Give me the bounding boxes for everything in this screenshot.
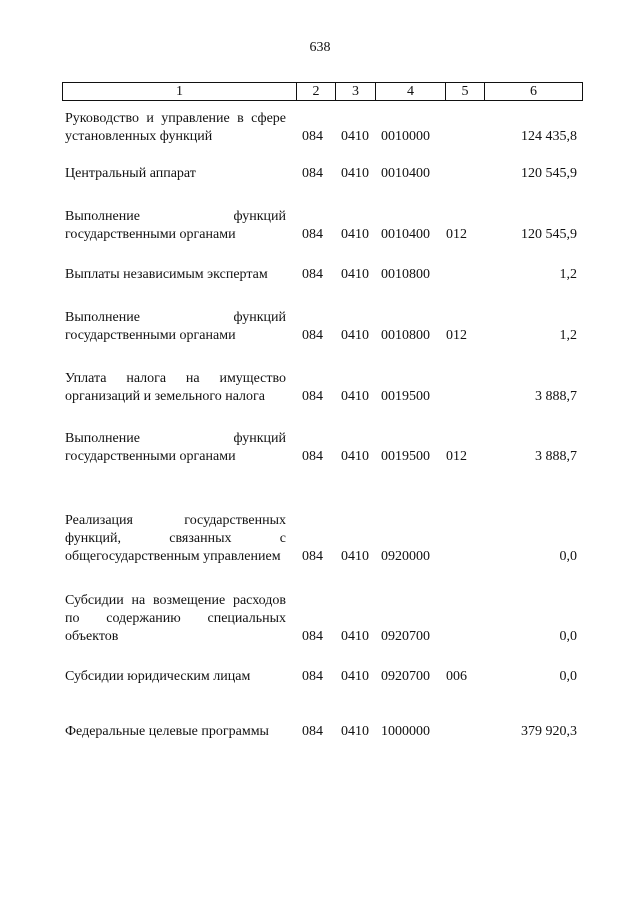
table-row (62, 592, 583, 646)
row-col-2: 084 (302, 389, 323, 404)
row-col-6: 3 888,7 (535, 449, 577, 464)
row-col-3: 0410 (341, 549, 369, 564)
row-col-2: 084 (302, 129, 323, 144)
row-col-2: 084 (302, 328, 323, 343)
row-name: Выполнение функций государственными органами (65, 209, 286, 242)
row-name: Субсидии на возмещение расходов по содержанию специальных объектов (65, 593, 286, 644)
row-name: Выполнение функций государственными органами (65, 310, 286, 343)
row-col-3: 0410 (341, 449, 369, 464)
row-col-3: 0410 (341, 724, 369, 739)
row-name: Выплаты независимым экспертам (65, 267, 268, 282)
row-col-2: 084 (302, 227, 323, 242)
header-col-4: 4 (376, 83, 446, 100)
header-col-5: 5 (446, 83, 485, 100)
header-col-2: 2 (297, 83, 336, 100)
row-name: Уплата налога на имущество организаций и земельного налога (65, 371, 286, 404)
row-col-4: 0019500 (381, 449, 430, 464)
row-name: Субсидии юридическим лицам (65, 669, 251, 684)
row-col-4: 0920700 (381, 629, 430, 644)
header-col-6: 6 (530, 84, 537, 99)
page-number: 638 (309, 40, 331, 55)
row-col-5: 012 (446, 449, 467, 464)
table-row (62, 208, 583, 244)
row-col-2: 084 (302, 669, 323, 684)
row-col-2: 084 (302, 166, 323, 181)
row-col-6: 0,0 (559, 669, 577, 684)
row-col-4: 0010400 (381, 166, 430, 181)
row-col-3: 0410 (341, 166, 369, 181)
row-col-6: 120 545,9 (521, 166, 577, 181)
row-col-4: 0010800 (381, 328, 430, 343)
row-name: Федеральные целевые программы (65, 724, 269, 739)
row-col-6: 3 888,7 (535, 389, 577, 404)
row-name: Реализация государственных функций, связанных с общегосударственным управлением (65, 513, 286, 564)
row-col-4: 0920000 (381, 549, 430, 564)
row-col-3: 0410 (341, 629, 369, 644)
row-name: Центральный аппарат (65, 166, 196, 181)
row-col-4: 0920700 (381, 669, 430, 684)
header-col-1: 1 (63, 83, 297, 100)
row-name: Руководство и управление в сфере установленных функций (65, 111, 286, 144)
row-col-6: 0,0 (559, 549, 577, 564)
table-row (62, 165, 583, 183)
table-row (62, 668, 583, 686)
table-row (62, 430, 583, 466)
row-col-4: 0010400 (381, 227, 430, 242)
row-col-6: 120 545,9 (521, 227, 577, 242)
table-row (62, 494, 583, 566)
row-col-2: 084 (302, 724, 323, 739)
row-col-4: 0019500 (381, 389, 430, 404)
table-row (62, 266, 583, 284)
row-col-6: 1,2 (559, 267, 577, 282)
row-col-4: 0010000 (381, 129, 430, 144)
row-col-2: 084 (302, 267, 323, 282)
row-col-4: 0010800 (381, 267, 430, 282)
row-col-2: 084 (302, 629, 323, 644)
table-header (62, 82, 583, 101)
table-row (62, 705, 583, 741)
row-col-3: 0410 (341, 267, 369, 282)
row-col-6: 0,0 (559, 629, 577, 644)
header-col-3: 3 (336, 83, 376, 100)
row-col-2: 084 (302, 549, 323, 564)
row-col-5: 006 (446, 669, 467, 684)
row-col-3: 0410 (341, 129, 369, 144)
table-row (62, 110, 583, 146)
table-row (62, 309, 583, 345)
row-col-5: 012 (446, 328, 467, 343)
row-col-6: 379 920,3 (521, 724, 577, 739)
row-col-5: 012 (446, 227, 467, 242)
row-col-2: 084 (302, 449, 323, 464)
table-row (62, 370, 583, 406)
row-col-6: 124 435,8 (521, 129, 577, 144)
row-col-3: 0410 (341, 389, 369, 404)
row-col-3: 0410 (341, 669, 369, 684)
row-col-6: 1,2 (559, 328, 577, 343)
row-col-3: 0410 (341, 328, 369, 343)
row-col-4: 1000000 (381, 724, 430, 739)
row-col-3: 0410 (341, 227, 369, 242)
row-name: Выполнение функций государственными органами (65, 431, 286, 464)
